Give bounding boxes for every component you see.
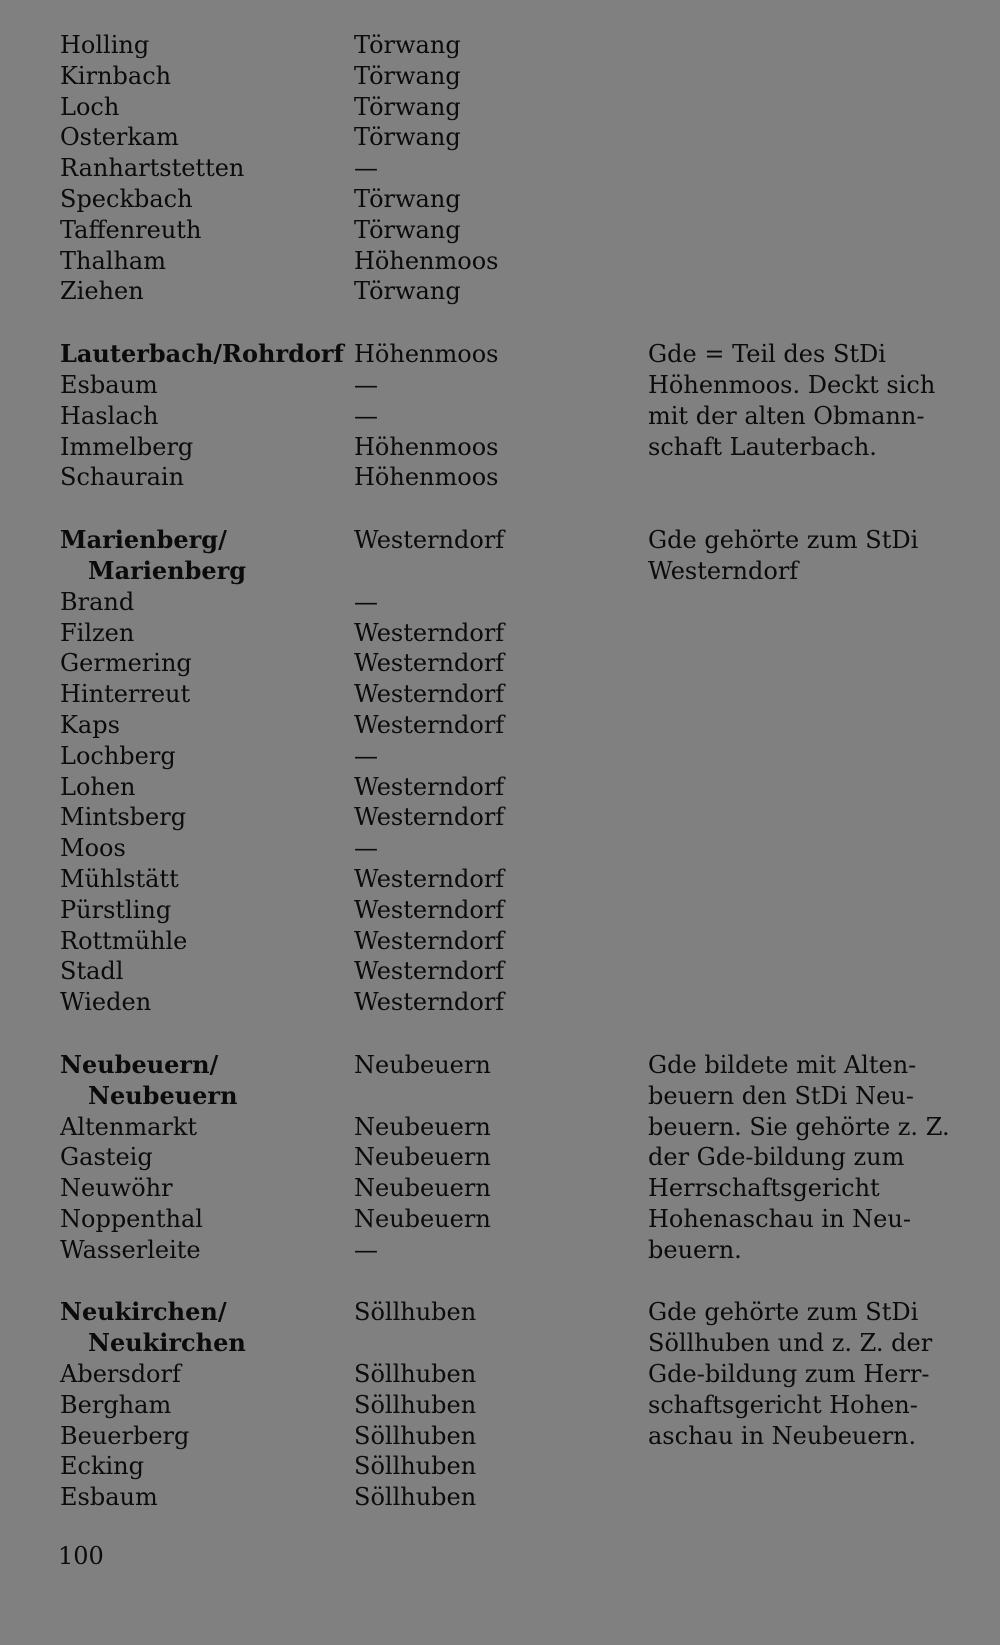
place-name: Rottmühle [60, 926, 188, 955]
table-row [60, 432, 960, 463]
note-line: Höhenmoos. Deckt sich [648, 370, 936, 399]
place-name: Brand [60, 587, 135, 616]
note-line: aschau in Neubeuern. [648, 1421, 917, 1450]
district-name: — [354, 834, 378, 863]
district-name: Westerndorf [354, 772, 505, 801]
table-row [60, 1173, 960, 1204]
district-name: Törwang [354, 184, 461, 213]
note-line: Westerndorf [648, 556, 799, 585]
note-line: Hohenaschau in Neu- [648, 1204, 911, 1233]
table-row [60, 1482, 960, 1513]
table-row [60, 1390, 960, 1421]
place-group [60, 30, 960, 307]
district-name: Söllhuben [354, 1483, 477, 1512]
place-name: Kirnbach [60, 61, 172, 90]
district-name: Westerndorf [354, 895, 505, 924]
district-name: Westerndorf [354, 957, 505, 986]
place-name: Schaurain [60, 463, 185, 492]
district-name: Söllhuben [354, 1390, 477, 1419]
group-header-row [60, 525, 960, 556]
note-line: Gde bildete mit Alten- [648, 1050, 917, 1079]
table-row [60, 215, 960, 246]
district-name: Söllhuben [354, 1452, 477, 1481]
table-row [60, 1359, 960, 1390]
table-row [60, 401, 960, 432]
place-name: Beuerberg [60, 1421, 190, 1450]
district-name: — [354, 741, 378, 770]
municipality-district: Westerndorf [354, 526, 505, 555]
municipality-district: Söllhuben [354, 1298, 477, 1327]
table-row [60, 833, 960, 864]
note-line: der Gde-bildung zum [648, 1143, 905, 1172]
district-name: Neubeuern [354, 1174, 491, 1203]
district-name: — [354, 1235, 378, 1264]
district-name: Söllhuben [354, 1421, 477, 1450]
district-name: Westerndorf [354, 988, 505, 1017]
district-name: — [354, 401, 378, 430]
table-row [60, 741, 960, 772]
place-name: Ecking [60, 1452, 144, 1481]
place-group [60, 1050, 960, 1266]
place-name: Speckbach [60, 184, 193, 213]
place-name: Mintsberg [60, 803, 187, 832]
table-row [60, 1451, 960, 1482]
place-name: Lochberg [60, 741, 176, 770]
district-name: Neubeuern [354, 1143, 491, 1172]
table-row [60, 1112, 960, 1143]
table-row [60, 648, 960, 679]
municipality-name: Lauterbach/Rohrdorf [60, 339, 344, 369]
note-line: Herrschaftsgericht [648, 1174, 880, 1203]
municipality-name: Marienberg/ [60, 525, 227, 555]
district-name: Westerndorf [354, 864, 505, 893]
table-row [60, 895, 960, 926]
place-group [60, 1297, 960, 1513]
district-name: Westerndorf [354, 926, 505, 955]
place-name: Loch [60, 92, 120, 121]
table-row [60, 184, 960, 215]
note-line: schaft Lauterbach. [648, 432, 877, 461]
place-name: Kaps [60, 710, 120, 739]
district-name: Neubeuern [354, 1112, 491, 1141]
district-name: Westerndorf [354, 710, 505, 739]
table-row [60, 587, 960, 618]
district-name: Törwang [354, 31, 461, 59]
note-line: Gde gehörte zum StDi [648, 1298, 919, 1327]
municipality-name: Neukirchen/ [60, 1297, 227, 1327]
place-name: Mühlstätt [60, 864, 179, 893]
place-name: Thalham [60, 246, 166, 275]
district-name: Neubeuern [354, 1204, 491, 1233]
district-name: Törwang [354, 277, 461, 306]
place-name: Holling [60, 31, 150, 59]
group-header-row [60, 1081, 960, 1112]
place-name: Bergham [60, 1390, 172, 1419]
table-row [60, 276, 960, 307]
group-header-row [60, 1328, 960, 1359]
place-name: Germering [60, 649, 192, 678]
place-group [60, 339, 960, 493]
place-name: Esbaum [60, 1483, 158, 1512]
district-name: Törwang [354, 215, 461, 244]
table-row [60, 956, 960, 987]
table-row [60, 1142, 960, 1173]
place-name: Hinterreut [60, 680, 191, 709]
place-name: Ziehen [60, 277, 144, 306]
place-name: Ranhartstetten [60, 154, 245, 183]
place-name: Filzen [60, 618, 135, 647]
note-line: beuern. Sie gehörte z. Z. [648, 1112, 950, 1141]
group-header-row [60, 339, 960, 370]
district-name: Höhenmoos [354, 432, 499, 461]
district-name: Törwang [354, 61, 461, 90]
table-row [60, 92, 960, 123]
municipality-district: Höhenmoos [354, 340, 499, 369]
note-line: Söllhuben und z. Z. der [648, 1329, 933, 1358]
table-row [60, 122, 960, 153]
place-name: Wasserleite [60, 1235, 201, 1264]
district-name: Westerndorf [354, 649, 505, 678]
note-line: schaftsgericht Hohen- [648, 1390, 918, 1419]
district-name: — [354, 154, 378, 183]
note-line: Gde-bildung zum Herr- [648, 1360, 930, 1389]
note-line: beuern den StDi Neu- [648, 1081, 914, 1110]
municipality-subname: Neukirchen [88, 1328, 246, 1358]
place-name: Altenmarkt [60, 1112, 198, 1141]
place-name: Immelberg [60, 432, 194, 461]
table-row [60, 61, 960, 92]
place-name: Pürstling [60, 895, 172, 924]
group-header-row [60, 1050, 960, 1081]
table-row [60, 246, 960, 277]
district-name: Törwang [354, 92, 461, 121]
table-row [60, 864, 960, 895]
district-name: Höhenmoos [354, 463, 499, 492]
place-name: Esbaum [60, 370, 158, 399]
place-name: Wieden [60, 988, 152, 1017]
district-name: — [354, 370, 378, 399]
district-name: Höhenmoos [354, 246, 499, 275]
district-name: — [354, 587, 378, 616]
note-line: mit der alten Obmann- [648, 401, 925, 430]
place-name: Osterkam [60, 123, 179, 152]
place-name: Taffenreuth [60, 215, 202, 244]
municipality-subname: Neubeuern [88, 1080, 238, 1110]
place-name: Noppenthal [60, 1204, 203, 1233]
place-name: Stadl [60, 957, 124, 986]
table-row [60, 802, 960, 833]
table-row [60, 153, 960, 184]
district-name: Törwang [354, 123, 461, 152]
table-row [60, 926, 960, 957]
table-row [60, 679, 960, 710]
table-row [60, 1204, 960, 1235]
place-group [60, 525, 960, 1018]
table-row [60, 370, 960, 401]
place-name: Haslach [60, 401, 159, 430]
table-row [60, 1235, 960, 1266]
table-row [60, 30, 960, 61]
municipality-district: Neubeuern [354, 1050, 491, 1079]
place-name: Neuwöhr [60, 1174, 173, 1203]
note-line: beuern. [648, 1235, 742, 1264]
note-line: Gde = Teil des StDi [648, 340, 886, 369]
group-header-row [60, 1297, 960, 1328]
district-name: Westerndorf [354, 680, 505, 709]
note-line: Gde gehörte zum StDi [648, 526, 919, 555]
table-row [60, 462, 960, 493]
municipality-subname: Marienberg [88, 555, 247, 585]
table-row [60, 618, 960, 649]
district-name: Westerndorf [354, 618, 505, 647]
table-row [60, 772, 960, 803]
district-name: Söllhuben [354, 1360, 477, 1389]
municipality-name: Neubeuern/ [60, 1049, 219, 1079]
page-number: 100 [58, 1542, 104, 1570]
table-row [60, 710, 960, 741]
place-name: Gasteig [60, 1143, 153, 1172]
table-row [60, 987, 960, 1018]
table-row [60, 1421, 960, 1452]
group-header-row [60, 556, 960, 587]
place-name: Moos [60, 834, 126, 863]
place-name: Abersdorf [60, 1360, 181, 1389]
district-name: Westerndorf [354, 803, 505, 832]
place-table [60, 30, 960, 1545]
place-name: Lohen [60, 772, 136, 801]
